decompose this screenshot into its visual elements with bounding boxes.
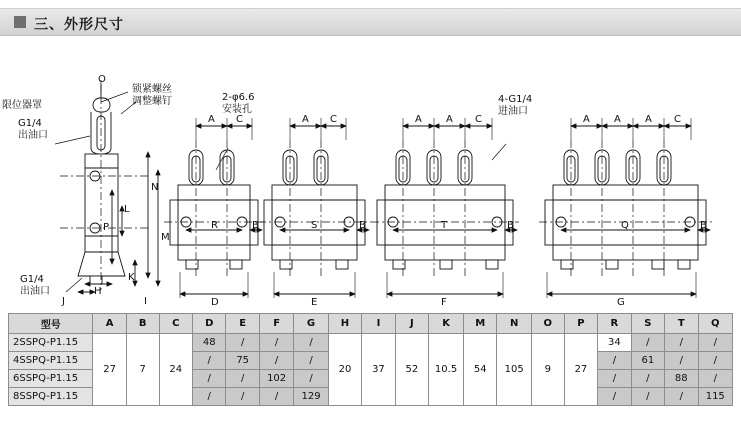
dim-A-3: A	[415, 114, 422, 125]
cell-M: 54	[464, 334, 497, 406]
cell-E: /	[226, 388, 259, 406]
dim-B-3: B	[507, 220, 514, 231]
dim-A-5: A	[583, 114, 590, 125]
cell-model: 8SSPQ-P1.15	[9, 388, 93, 406]
cell-E: 75	[226, 352, 259, 370]
th-Q: Q	[698, 314, 732, 334]
dim-S: S	[311, 220, 318, 231]
th-P: P	[564, 314, 597, 334]
label-limiter-cover: 限位器罩	[2, 100, 42, 111]
dimension-table	[8, 313, 733, 406]
th-K: K	[429, 314, 464, 334]
th-A: A	[93, 314, 126, 334]
section-header	[0, 8, 741, 36]
cell-B: 7	[126, 334, 159, 406]
cell-G: /	[294, 334, 328, 352]
dim-A-1: A	[208, 114, 215, 125]
label-g14-bottom: G1/4	[20, 274, 44, 285]
label-lock-screw: 锁紧螺丝	[132, 84, 172, 95]
dim-M: M	[161, 232, 170, 243]
cell-O: 9	[531, 334, 564, 406]
th-model: 型号	[9, 314, 93, 334]
cell-D: /	[193, 370, 226, 388]
dim-C-1: C	[236, 114, 243, 125]
th-T: T	[665, 314, 698, 334]
dim-B-1: B	[252, 220, 259, 231]
th-D: D	[193, 314, 226, 334]
label-g14-top: G1/4	[18, 118, 42, 129]
table-row	[9, 334, 733, 352]
cell-F: 102	[259, 370, 293, 388]
dim-Q: Q	[621, 220, 629, 231]
cell-model: 2SSPQ-P1.15	[9, 334, 93, 352]
cell-T: /	[665, 352, 698, 370]
label-inlet: 进油口	[498, 106, 528, 117]
dimension-drawing	[0, 40, 741, 310]
cell-F: /	[259, 388, 293, 406]
dim-I: I	[144, 296, 147, 307]
th-J: J	[395, 314, 428, 334]
cell-G: 129	[294, 388, 328, 406]
cell-E: /	[226, 334, 259, 352]
cell-E: /	[226, 370, 259, 388]
cell-F: /	[259, 352, 293, 370]
cell-G: /	[294, 352, 328, 370]
cell-Q: /	[698, 352, 732, 370]
cell-G: /	[294, 370, 328, 388]
cell-S: /	[631, 334, 664, 352]
cell-R: /	[598, 388, 631, 406]
dim-F: F	[441, 297, 447, 308]
dim-E: E	[311, 297, 318, 308]
cell-A: 27	[93, 334, 126, 406]
cell-R: /	[598, 370, 631, 388]
cell-R: 34	[598, 334, 631, 352]
dim-H: H	[94, 286, 102, 297]
th-S: S	[631, 314, 664, 334]
dim-D: D	[211, 297, 219, 308]
dim-C-3: C	[475, 114, 482, 125]
section-marker-icon	[14, 16, 26, 28]
dimension-table-wrapper	[8, 313, 733, 406]
dim-B-4: B	[700, 220, 707, 231]
cell-P: 27	[564, 334, 597, 406]
cell-D: /	[193, 352, 226, 370]
dim-G: G	[617, 297, 625, 308]
th-M: M	[464, 314, 497, 334]
dim-O: O	[98, 74, 106, 85]
label-mount-hole-dia: 2-φ6.6	[222, 92, 255, 103]
dim-T: T	[441, 220, 448, 231]
dim-A-2: A	[302, 114, 309, 125]
th-G: G	[294, 314, 328, 334]
cell-T: /	[665, 334, 698, 352]
label-outlet-top: 出油口	[18, 130, 48, 141]
table-header-row	[9, 314, 733, 334]
cell-R: /	[598, 352, 631, 370]
cell-H: 20	[328, 334, 361, 406]
label-adjust-screw: 调整螺钉	[132, 96, 172, 107]
cell-D: 48	[193, 334, 226, 352]
th-C: C	[159, 314, 192, 334]
drawing-svg	[0, 40, 741, 310]
label-inlet-dia: 4-G1/4	[498, 94, 533, 105]
cell-Q: 115	[698, 388, 732, 406]
dim-A-6: A	[614, 114, 621, 125]
th-R: R	[598, 314, 631, 334]
dim-R: R	[211, 220, 218, 231]
cell-N: 105	[497, 334, 531, 406]
cell-D: /	[193, 388, 226, 406]
label-mount-hole: 安装孔	[222, 104, 252, 115]
cell-S: /	[631, 370, 664, 388]
th-N: N	[497, 314, 531, 334]
dim-J: J	[62, 296, 65, 307]
th-F: F	[259, 314, 293, 334]
th-B: B	[126, 314, 159, 334]
cell-K: 10.5	[429, 334, 464, 406]
th-I: I	[362, 314, 395, 334]
cell-J: 52	[395, 334, 428, 406]
cell-model: 6SSPQ-P1.15	[9, 370, 93, 388]
dim-C-2: C	[330, 114, 337, 125]
label-outlet-bottom: 出油口	[20, 286, 50, 297]
cell-Q: /	[698, 334, 732, 352]
th-O: O	[531, 314, 564, 334]
cell-Q: /	[698, 370, 732, 388]
dim-P: P	[103, 222, 110, 233]
cell-model: 4SSPQ-P1.15	[9, 352, 93, 370]
dim-A-7: A	[645, 114, 652, 125]
cell-T: 88	[665, 370, 698, 388]
cell-I: 37	[362, 334, 395, 406]
cell-F: /	[259, 334, 293, 352]
dim-A-4: A	[446, 114, 453, 125]
section-title: 三、外形尺寸	[34, 17, 124, 33]
dim-L: L	[124, 204, 130, 215]
th-H: H	[328, 314, 361, 334]
dim-K: K	[128, 272, 135, 283]
dim-N: N	[151, 182, 159, 193]
th-E: E	[226, 314, 259, 334]
cell-S: 61	[631, 352, 664, 370]
dim-B-2: B	[359, 220, 366, 231]
dim-C-4: C	[674, 114, 681, 125]
cell-T: /	[665, 388, 698, 406]
cell-S: /	[631, 388, 664, 406]
cell-C: 24	[159, 334, 192, 406]
